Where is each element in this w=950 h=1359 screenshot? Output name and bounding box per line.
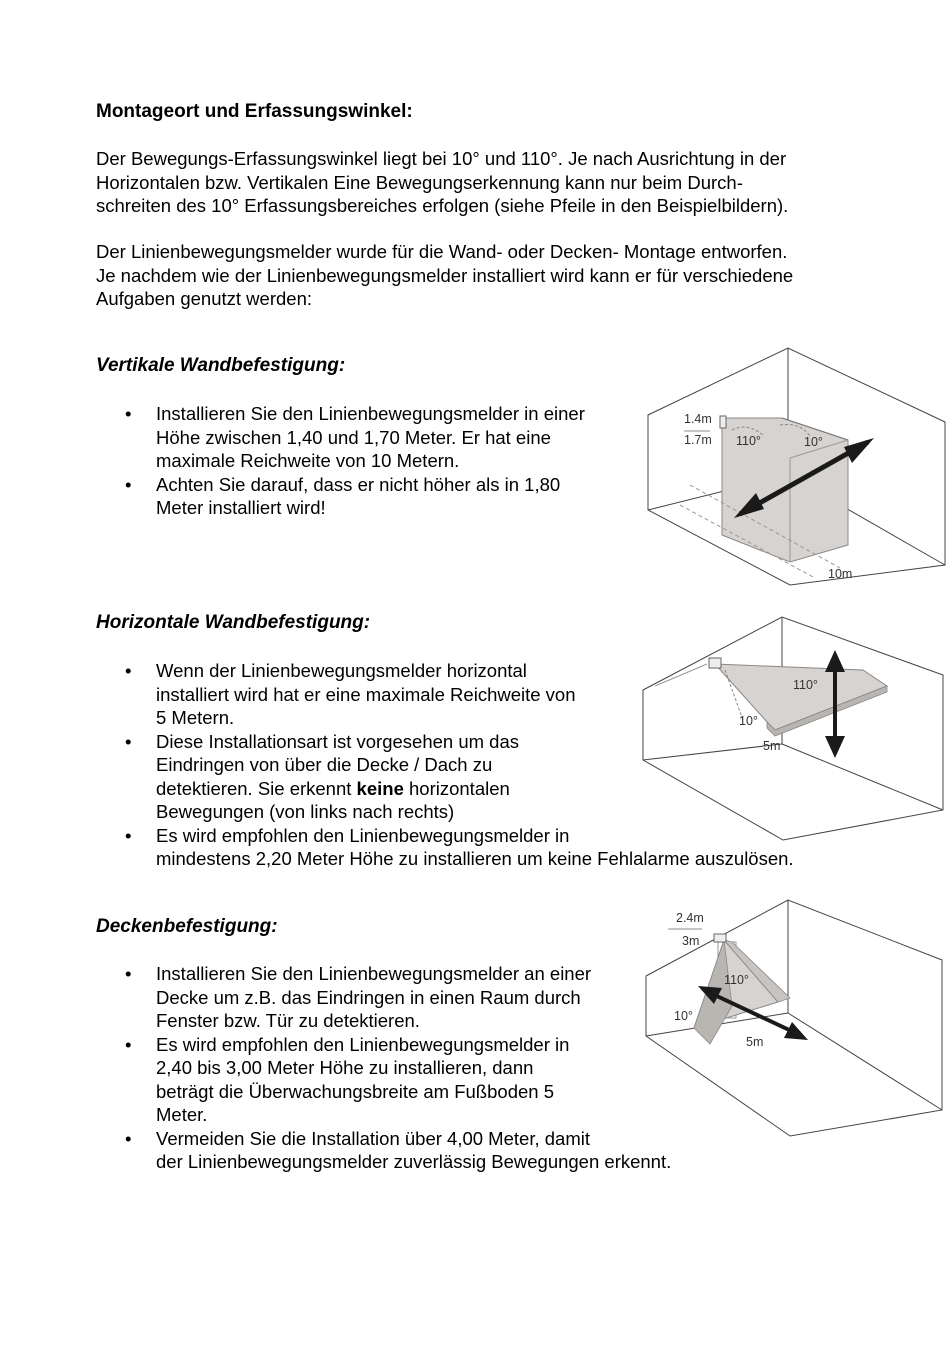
horizontal-mounting-diagram [635,612,947,844]
section-heading-horizontal: Horizontale Wandbefestigung: [96,612,371,633]
text-line: beträgt die Überwachungsbreite am Fußboden 5 [156,1080,554,1102]
text-fragment: horizontalen [403,777,510,799]
text-line: 5 Metern. [156,707,235,728]
text-line: Eindringen von über die Decke / Dach zu [156,754,493,775]
section-heading-vertical: Vertikale Wandbefestigung: [96,355,346,376]
section-heading-ceiling: Deckenbefestigung: [96,916,278,937]
range-label: 10m [828,567,853,581]
text-line: • Achten Sie darauf, dass er nicht höher als in 1,80 [156,473,561,495]
emphasis-keine: keine [356,777,404,799]
vertical-mounting-diagram [640,340,950,590]
text-line: Horizontalen bzw. Vertikalen Eine Bewegungserkennung kann nur beim Durch- [96,171,743,193]
text-line: • Es wird empfohlen den Linienbewegungsmelder in [156,1033,570,1055]
text-line: Je nachdem wie der Linienbewegungsmelder installiert wird kann er für verschiedene [96,264,794,286]
text-line: Aufgaben genutzt werden: [96,288,312,309]
height-max-label: 3m [682,934,700,948]
angle-110-label: 110° [724,973,749,987]
text-line: Bewegungen (von links nach rechts) [156,801,455,822]
range-label: 5m [763,739,781,753]
text-line: • Diese Installationsart ist vorgesehen um das [156,730,519,752]
list-item [96,402,585,473]
text-line: der Linienbewegungsmelder zuverlässig Bewegungen erkennt. [156,1151,672,1172]
text-line: Decke um z.B. das Eindringen in einen Raum durch [156,986,581,1008]
height-min-label: 2.4m [676,911,704,925]
text-line: Meter. [156,1104,208,1125]
intro-paragraph-2 [96,240,793,311]
angle-110-label: 110° [793,678,818,692]
range-label: 5m [746,1035,764,1049]
ceiling-bullet-list [96,962,671,1174]
text-line: Der Bewegungs-Erfassungswinkel liegt bei 10° und 110°. Je nach Ausrichtung in der [96,148,787,169]
list-item [96,1127,671,1174]
text-line: • Installieren Sie den Linienbewegungsmelder in einer [156,403,585,424]
text-line: Höhe zwischen 1,40 und 1,70 Meter. Er hat eine [156,426,551,448]
angle-110-label: 110° [736,434,761,448]
list-item [96,1033,671,1127]
text-line: 2,40 bis 3,00 Meter Höhe zu installieren, dann [156,1057,534,1078]
text-line: • Installieren Sie den Linienbewegungsmelder an einer [156,963,592,984]
text-line: schreiten des 10° Erfassungsbereiches erfolgen (siehe Pfeile in den Beispielbildern). [96,195,789,216]
height-min-label: 1.4m [684,412,712,426]
list-item [96,473,585,520]
angle-10-label: 10° [739,714,758,728]
page-title: Montageort und Erfassungswinkel: [96,101,413,122]
height-max-label: 1.7m [684,433,712,447]
angle-10-label: 10° [674,1009,693,1023]
list-item [96,962,671,1033]
text-fragment: detektieren. Sie erkennt [156,777,357,799]
text-line: maximale Reichweite von 10 Metern. [156,450,460,471]
ceiling-mounting-diagram [640,898,945,1144]
text-line: installiert wird hat er eine maximale Reichweite von [156,683,576,705]
vertical-bullet-list [96,402,585,520]
text-line: • Es wird empfohlen den Linienbewegungsmelder in [156,824,570,846]
text-line: Fenster bzw. Tür zu detektieren. [156,1010,420,1031]
text-line: mindestens 2,20 Meter Höhe zu installieren um keine Fehlalarme auszulösen. [156,848,794,869]
text-line: • Vermeiden Sie die Installation über 4,00 Meter, damit [156,1127,590,1149]
angle-10-label: 10° [804,435,823,449]
text-line: Der Linienbewegungsmelder wurde für die Wand- oder Decken- Montage entworfen. [96,241,788,262]
text-line: • Wenn der Linienbewegungsmelder horizontal [156,660,527,681]
text-line: Meter installiert wird! [156,497,326,518]
intro-paragraph-1 [96,147,788,218]
